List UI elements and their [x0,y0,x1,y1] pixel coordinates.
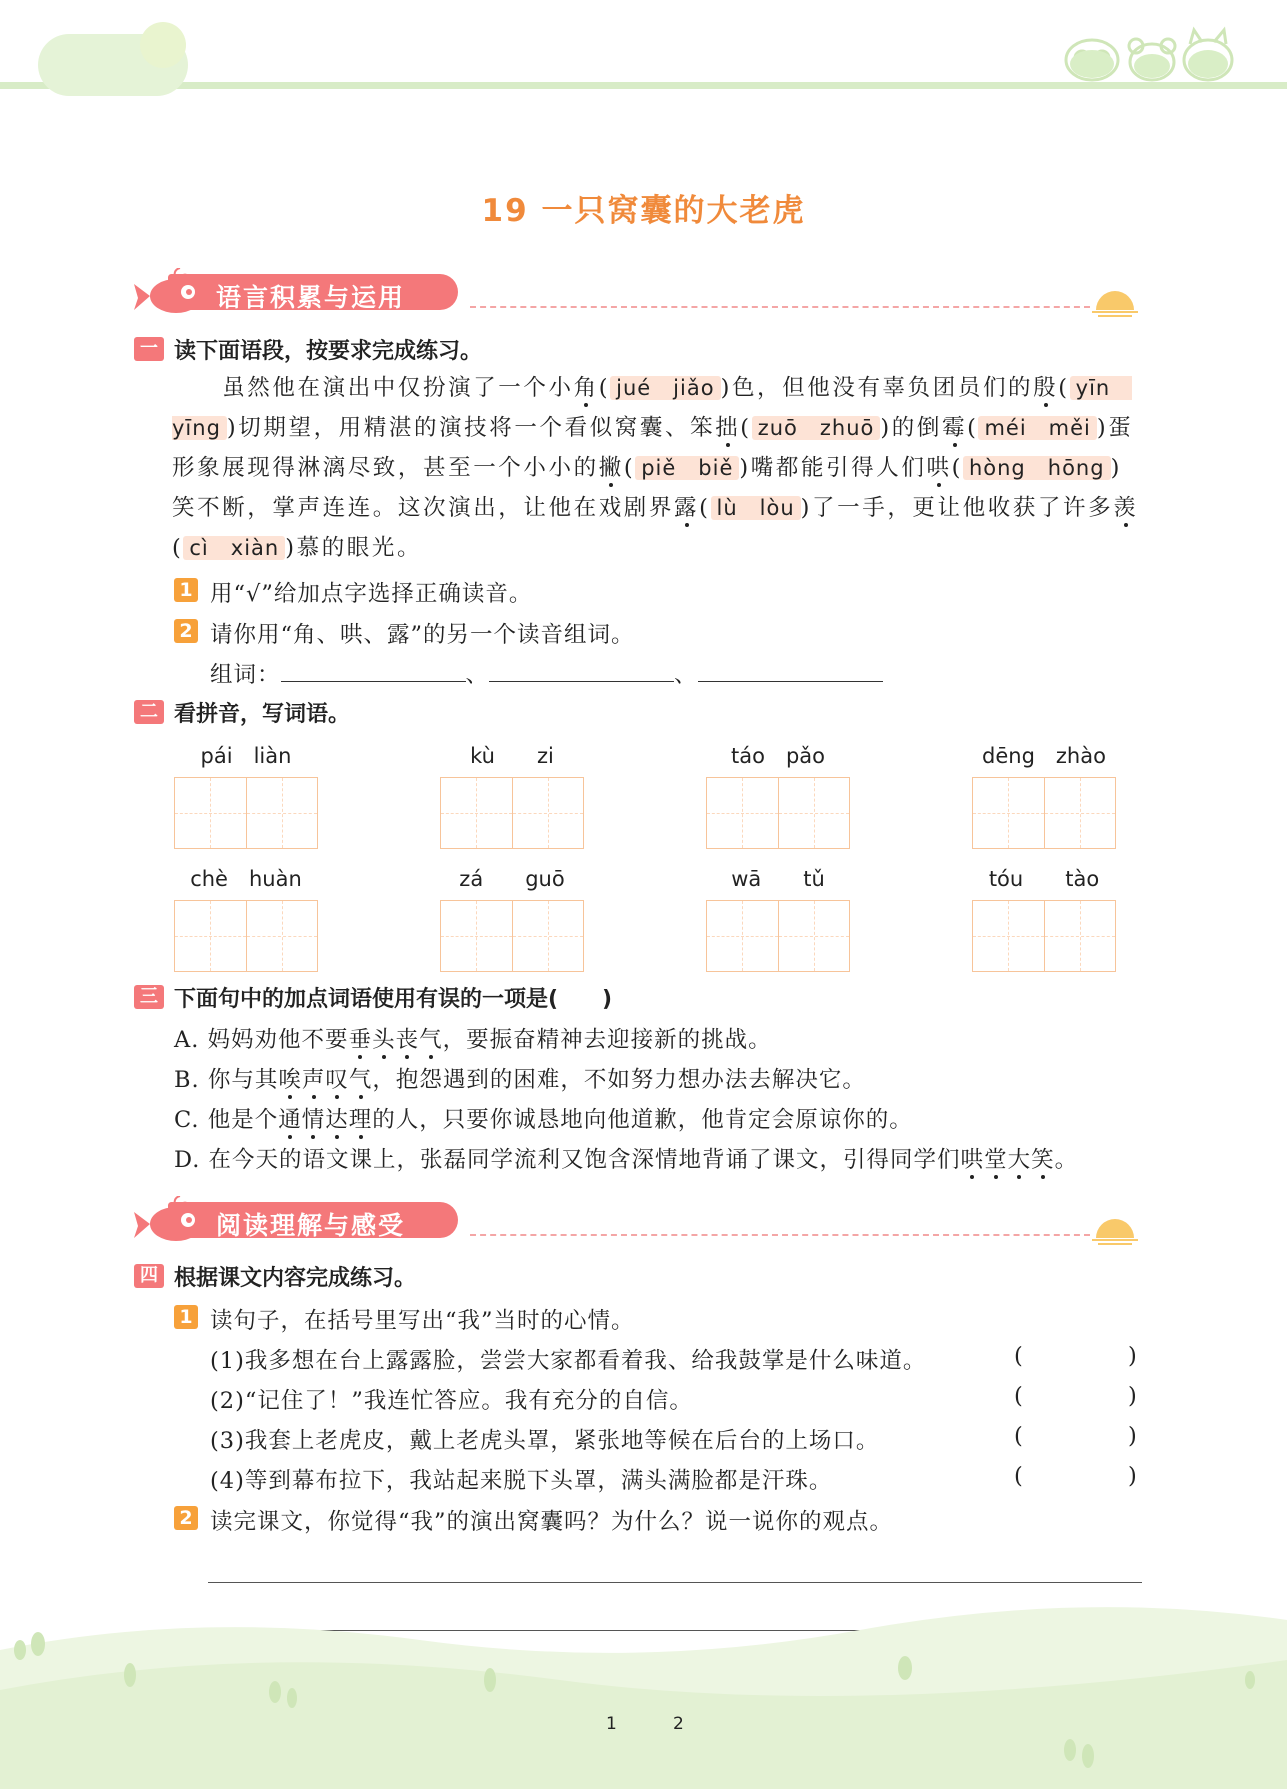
writing-grid[interactable] [706,900,850,972]
answer-paren-open[interactable]: ( [1014,1343,1024,1369]
writing-grid[interactable] [174,777,318,849]
answer-paren-close: ) [1128,1383,1138,1409]
dotted-char: 羡 [1113,495,1139,521]
sub-number: 1 [174,1305,198,1329]
answer-paren-open[interactable]: ( [1014,1423,1024,1449]
sun-decoration [140,22,186,68]
answer-paren-open[interactable]: ( [1014,1463,1024,1489]
dotted-char: 情 [301,1107,326,1133]
writing-grid[interactable] [174,900,318,972]
pinyin-label: chè huàn [190,867,302,891]
question-heading-4: 根据课文内容完成练习。 [174,1266,417,1291]
answer-label: 组词： [210,662,281,688]
separator: 、 [674,662,698,688]
dotted-char: 声 [301,1067,326,1093]
pinyin-choice[interactable]: méi měi [978,416,1096,440]
writing-grid[interactable] [440,777,584,849]
option-b: B. 你与其唉声叹气，抱怨遇到的困难，不如努力想办法去解决它。 [174,1067,866,1093]
pinyin-label: táo pǎo [731,744,825,768]
dotted-char: 丧 [395,1027,420,1053]
banner-title: 阅读理解与感受 [216,1211,406,1240]
whale-icon [132,1196,202,1244]
dotted-char: 叹 [325,1067,349,1093]
answer-row [210,657,883,689]
dotted-char: 撇 [598,455,624,481]
pinyin-choice[interactable]: zuō zhuō [752,416,881,440]
question-heading-3: 下面句中的加点词语使用有误的一项是( ) [174,987,613,1012]
pinyin-choice[interactable]: jué jiǎo [610,376,720,400]
pinyin-label: tóu tào [988,867,1100,891]
sub-number: 1 [174,578,198,602]
writing-grid[interactable] [440,900,584,972]
dotted-char: 霉 [941,415,968,441]
page-number: 2 [673,1714,684,1734]
dotted-char: 唉 [278,1067,302,1093]
section-banner-reading [132,1196,472,1244]
dotted-char: 哄 [960,1147,985,1173]
animal-faces-decoration [1060,24,1240,84]
answer-paren-close: ) [1128,1423,1138,1449]
whale-icon [132,268,202,316]
dotted-char: 大 [1007,1147,1032,1173]
pinyin-label: pái liàn [200,744,292,768]
sub-question-text: 请你用“角、哄、露”的另一个读音组词。 [210,622,635,648]
answer-line[interactable] [208,1582,1142,1583]
sunset-icon [1092,288,1138,318]
question-heading-2: 看拼音，写词语。 [174,702,351,727]
question-badge-2: 二 [134,700,164,724]
pinyin-choice[interactable]: lù lòu [711,496,801,520]
dotted-char: 殷 [1033,375,1059,401]
dotted-char: 拙 [715,415,741,441]
pinyin-choice[interactable]: hòng hōng [963,456,1111,480]
writing-grid[interactable] [972,777,1116,849]
dotted-char: 哄 [926,455,952,481]
sub-number: 2 [174,619,198,643]
question-badge-3: 三 [134,985,164,1009]
answer-blank[interactable] [489,663,674,682]
pinyin-choice[interactable]: yīn yīng [172,376,1133,440]
pinyin-label: zá guō [459,867,565,891]
dotted-char: 头 [372,1027,396,1053]
dotted-char: 垂 [348,1027,373,1053]
option-d: D. 在今天的语文课上，张磊同学流利又饱含深情地背诵了课文，引得同学们哄堂大笑。 [174,1147,1079,1173]
dotted-char: 通 [278,1107,302,1133]
pinyin-choice[interactable]: cì xiàn [183,536,285,560]
dotted-char: 角 [573,375,599,401]
mood-sentence: (2)“记住了！”我连忙答应。我有充分的自信。 [210,1388,693,1414]
pinyin-label: dēng zhào [982,744,1106,768]
pinyin-label: kù zi [470,744,554,768]
sub-number: 2 [174,1506,198,1530]
question-heading-1: 读下面语段，按要求完成练习。 [174,339,483,364]
answer-paren-close: ) [1128,1343,1138,1369]
writing-grid[interactable] [972,900,1116,972]
dotted-char: 露 [674,495,700,521]
dotted-char: 理 [348,1107,373,1133]
hills-decoration [0,1600,1287,1789]
writing-grid[interactable] [706,777,850,849]
mood-sentence: (3)我套上老虎皮，戴上老虎头罩，紧张地等候在后台的上场口。 [210,1428,880,1454]
page-title: 19 一只窝囊的大老虎 [481,193,806,229]
option-a: A. 妈妈劝他不要垂头丧气，要振奋精神去迎接新的挑战。 [174,1027,772,1053]
sub-question-text: 读完课文，你觉得“我”的演出窝囊吗？为什么？说一说你的观点。 [210,1509,894,1535]
dotted-char: 笑 [1031,1147,1055,1173]
pinyin-label: wā tǔ [731,867,825,891]
section-divider [470,306,1090,308]
page-number: 1 [606,1714,617,1734]
answer-blank[interactable] [698,663,883,682]
answer-paren-close: ) [1128,1463,1138,1489]
question-badge-4: 四 [134,1264,164,1288]
dotted-char: 气 [348,1067,373,1093]
dotted-char: 堂 [984,1147,1008,1173]
section-divider [470,1234,1090,1236]
separator: 、 [465,662,490,688]
option-c: C. 他是个通情达理的人，只要你诚恳地向他道歉，他肯定会原谅你的。 [174,1107,913,1133]
dotted-char: 达 [325,1107,349,1133]
mood-sentence: (4)等到幕布拉下，我站起来脱下头罩，满头满脸都是汗珠。 [210,1468,833,1494]
answer-paren-open[interactable]: ( [1014,1383,1024,1409]
question-badge-1: 一 [134,337,164,361]
sub-question-text: 读句子，在括号里写出“我”当时的心情。 [210,1308,635,1334]
mood-sentence: (1)我多想在台上露露脸，尝尝大家都看着我、给我鼓掌是什么味道。 [210,1348,927,1374]
pinyin-choice[interactable]: piě biě [635,456,739,480]
banner-title: 语言积累与运用 [216,283,406,312]
section-banner-language [132,268,472,316]
sunset-icon [1092,1216,1138,1246]
reading-passage: 虽然他在演出中仅扮演了一个小角( jué jiǎo )色，但他没有辜负团员们的殷( yīn yīng )切期望，用精湛的演技将一个看似窝囊、笨拙( zuō zhuō )的倒霉( méi měi )蛋形象展现得淋漓尽致，甚至一个小小的撇( piě biě )嘴都能引得人们哄( hòng hōng )笑不断，掌声连连。这次演出，让他在戏剧界露( lù lòu )了一手，更让他收获了许多羡( cì xiàn )慕的眼光。 [172,375,1139,561]
sub-question-text: 用“√”给加点字选择正确读音。 [210,581,533,607]
answer-blank[interactable] [281,663,466,682]
dotted-char: 气 [419,1027,443,1053]
